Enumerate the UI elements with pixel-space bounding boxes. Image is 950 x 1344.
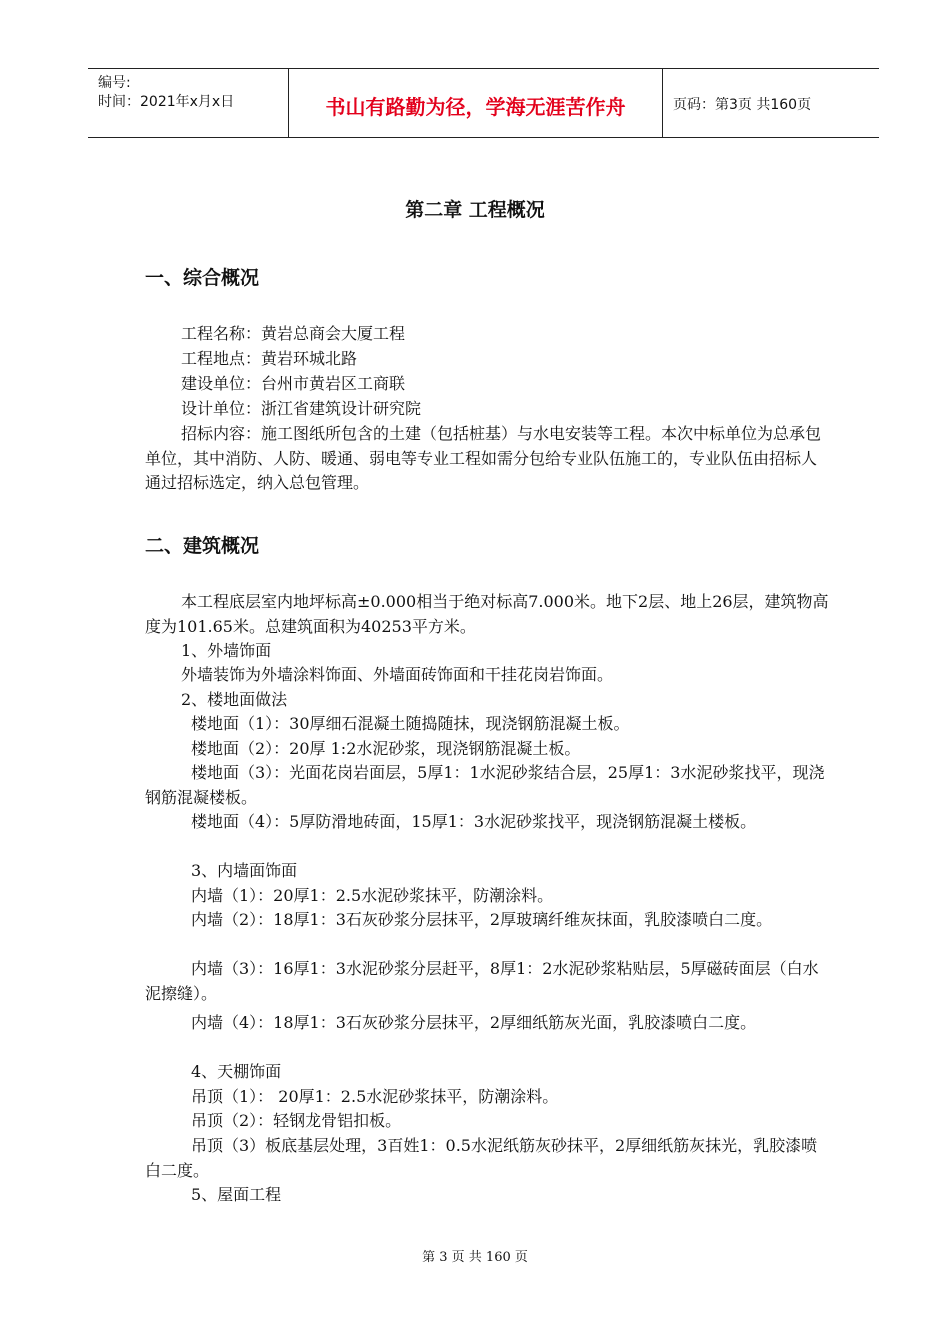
motto-text: 书山有路勤为径，学海无涯苦作舟	[325, 95, 626, 119]
project-location-line: 工程地点：黄岩环城北路	[181, 349, 358, 368]
exterior-wall-title: 1、外墙饰面	[181, 641, 272, 660]
wall-item-4: 内墙（4）：18厚1：3石灰砂浆分层抹平，2厚细纸筋灰光面，乳胶漆喷白二度。	[191, 1013, 757, 1032]
document-time-label: 时间：2021年x月x日	[98, 94, 235, 110]
document-number-label: 编号:	[98, 75, 131, 91]
chapter-title: 第二章 工程概况	[405, 199, 545, 221]
floor-title: 2、楼地面做法	[181, 690, 288, 709]
ceiling-item-1: 吊顶（1）： 20厚1：2.5水泥砂浆抹平，防潮涂料。	[191, 1087, 559, 1106]
wall-item-2: 内墙（2）：18厚1：3石灰砂浆分层抹平，2厚玻璃纤维灰抹面，乳胶漆喷白二度。	[191, 910, 773, 929]
page-header	[88, 68, 879, 138]
tender-scope-paragraph: 招标内容：施工图纸所包含的土建（包括桩基）与水电安装等工程。本次中标单位为总承包单位，其中消防、人防、暖通、弱电等专业工程如需分包给专业队伍施工的，专业队伍由招标人通过招标选定，纳入总包管理。	[145, 424, 822, 492]
roof-title: 5、屋面工程	[191, 1185, 282, 1204]
floor-item-2: 楼地面（2）：20厚 1:2水泥砂浆，现浇钢筋混凝土板。	[191, 739, 581, 758]
page-footer: 第 3 页 共 160 页	[422, 1250, 528, 1265]
project-name-line: 工程名称：黄岩总商会大厦工程	[181, 324, 406, 343]
designer-line: 设计单位：浙江省建筑设计研究院	[181, 399, 422, 418]
interior-wall-title: 3、内墙面饰面	[191, 861, 298, 880]
ceiling-title: 4、天棚饰面	[191, 1062, 282, 1081]
section-heading-overview: 一、综合概况	[145, 267, 260, 289]
ceiling-item-2: 吊顶（2）：轻钢龙骨铝扣板。	[191, 1111, 402, 1130]
section-heading-building: 二、建筑概况	[145, 535, 260, 557]
owner-line: 建设单位：台州市黄岩区工商联	[181, 374, 406, 393]
header-motto-cell	[289, 69, 663, 137]
floor-item-3: 楼地面（3）：光面花岗岩面层，5厚1：1水泥砂浆结合层，25厚1：3水泥砂浆找平，现浇钢筋混凝楼板。	[145, 763, 825, 807]
page-number-label: 页码：第3页 共160页	[673, 97, 812, 113]
floor-item-4: 楼地面（4）：5厚防滑地砖面，15厚1：3水泥砂浆找平，现浇钢筋混凝土楼板。	[191, 812, 757, 831]
exterior-wall-text: 外墙装饰为外墙涂料饰面、外墙面砖饰面和干挂花岗岩饰面。	[181, 665, 614, 684]
wall-item-3: 内墙（3）：16厚1：3水泥砂浆分层赶平，8厚1：2水泥砂浆粘贴层，5厚磁砖面层（白水泥擦缝）。	[145, 959, 819, 1003]
building-intro-paragraph: 本工程底层室内地坪标高±0.000相当于绝对标高7.000米。地下2层、地上26层，建筑物高度为101.65米。总建筑面积为40253平方米。	[145, 592, 829, 636]
ceiling-item-3: 吊顶（3）板底基层处理，3百姓1：0.5水泥纸筋灰砂抹平，2厚细纸筋灰抹光，乳胶漆喷白二度。	[145, 1136, 818, 1180]
floor-item-1: 楼地面（1）：30厚细石混凝土随捣随抹，现浇钢筋混凝土板。	[191, 714, 630, 733]
wall-item-1: 内墙（1）：20厚1：2.5水泥砂浆抹平，防潮涂料。	[191, 886, 554, 905]
header-meta-cell	[88, 69, 289, 137]
header-page-cell	[663, 69, 879, 137]
